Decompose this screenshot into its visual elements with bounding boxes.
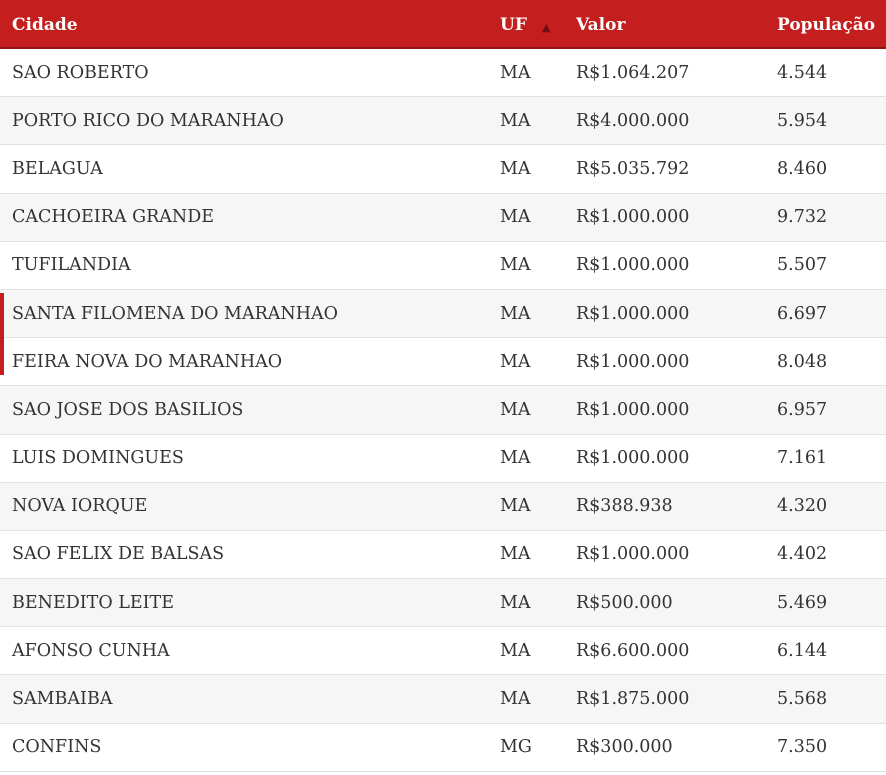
column-header-uf[interactable] [498,13,574,35]
table-header [0,0,886,49]
cell-population: 5.568 [777,689,828,710]
table-row [0,49,886,97]
table-row [0,724,886,772]
cell-uf: MA [500,255,531,276]
table-row [0,290,886,338]
table-row [0,531,886,579]
cell-population: 4.320 [777,496,828,517]
cell-uf: MA [500,640,531,661]
cell-population: 5.469 [777,592,828,613]
cell-city: SAMBAIBA [12,689,113,710]
cell-city: FEIRA NOVA DO MARANHAO [12,351,283,372]
table-row [0,97,886,145]
cell-value: R$388.938 [576,496,673,517]
cell-population: 8.048 [777,351,828,372]
table-body [0,49,886,772]
cell-city: CACHOEIRA GRANDE [12,207,215,228]
cell-population: 4.402 [777,544,828,565]
cell-uf: MA [500,399,531,420]
cell-population: 5.507 [777,255,828,276]
column-header-population[interactable]: População [777,14,876,35]
cell-population: 7.161 [777,448,828,469]
cell-value: R$300.000 [576,737,673,758]
cell-population: 8.460 [777,158,828,179]
cell-value: R$1.000.000 [576,544,690,565]
cell-value: R$1.875.000 [576,689,690,710]
cell-uf: MA [500,303,531,324]
table-row [0,386,886,434]
cell-city: AFONSO CUNHA [12,640,170,661]
cell-population: 6.697 [777,303,828,324]
cell-city: BELAGUA [12,158,103,179]
cell-uf: MA [500,496,531,517]
table-row [0,675,886,723]
table-row [0,145,886,193]
cell-value: R$1.000.000 [576,255,690,276]
table-row [0,627,886,675]
column-header-uf-label: UF [500,14,527,35]
cell-uf: MA [500,544,531,565]
cell-population: 6.144 [777,640,828,661]
cell-city: SANTA FILOMENA DO MARANHAO [12,303,338,324]
cell-uf: MA [500,110,531,131]
cell-uf: MG [500,737,532,758]
cell-city: NOVA IORQUE [12,496,148,517]
cell-uf: MA [500,351,531,372]
table-row [0,483,886,531]
cell-population: 9.732 [777,207,828,228]
cell-city: SAO FELIX DE BALSAS [12,544,225,565]
cell-population: 5.954 [777,110,828,131]
table-row [0,338,886,386]
cell-uf: MA [500,158,531,179]
sort-up-triangle-icon: ▲ [542,20,551,34]
cell-uf: MA [500,592,531,613]
cell-value: R$6.600.000 [576,640,690,661]
cell-value: R$500.000 [576,592,673,613]
cell-value: R$1.000.000 [576,303,690,324]
column-header-value[interactable]: Valor [576,14,626,35]
cell-uf: MA [500,689,531,710]
table-row [0,579,886,627]
cell-population: 7.350 [777,737,828,758]
cell-value: R$1.000.000 [576,399,690,420]
cell-city: SAO JOSE DOS BASILIOS [12,399,244,420]
cell-city: SAO ROBERTO [12,62,149,83]
cell-city: PORTO RICO DO MARANHAO [12,110,284,131]
cell-city: TUFILANDIA [12,255,131,276]
cell-value: R$1.064.207 [576,62,690,83]
cell-city: LUIS DOMINGUES [12,448,184,469]
cell-population: 4.544 [777,62,828,83]
table-row [0,194,886,242]
table-row [0,435,886,483]
cell-value: R$4.000.000 [576,110,690,131]
cell-city: BENEDITO LEITE [12,592,175,613]
cell-uf: MA [500,207,531,228]
table-row [0,242,886,290]
left-accent-bar [0,293,4,375]
cell-value: R$5.035.792 [576,158,690,179]
cell-value: R$1.000.000 [576,351,690,372]
cell-value: R$1.000.000 [576,207,690,228]
cell-value: R$1.000.000 [576,448,690,469]
cell-uf: MA [500,448,531,469]
cell-uf: MA [500,62,531,83]
cell-city: CONFINS [12,737,102,758]
cell-population: 6.957 [777,399,828,420]
column-header-city[interactable]: Cidade [12,14,78,35]
